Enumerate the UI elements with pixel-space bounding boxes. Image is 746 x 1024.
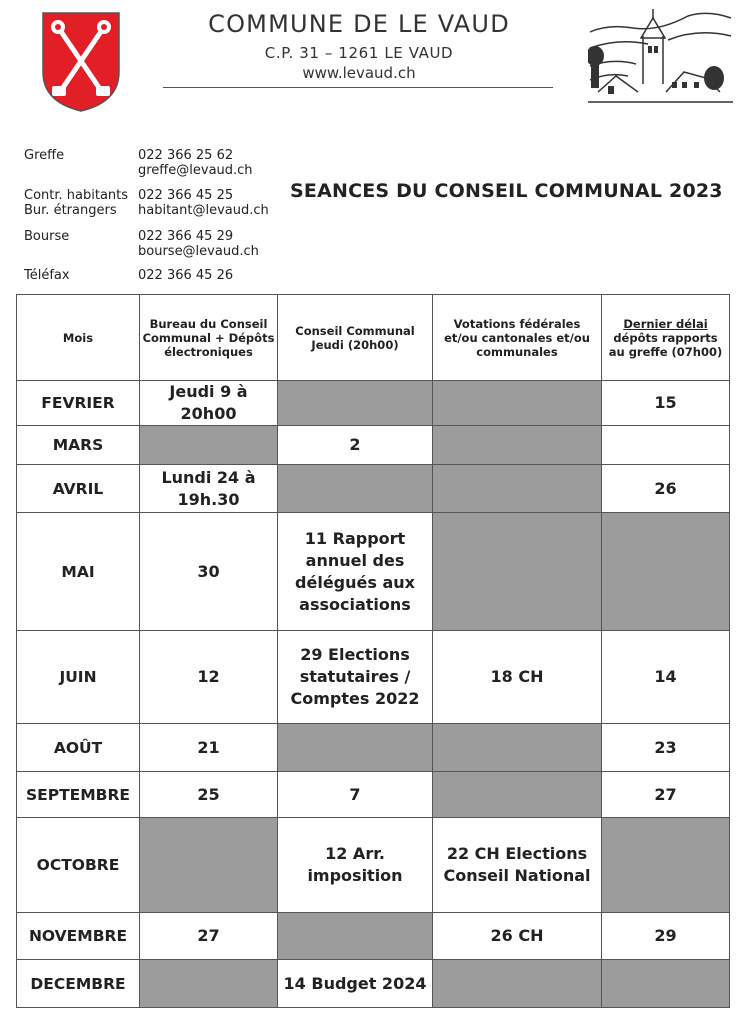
cell-conseil: 14 Budget 2024	[278, 960, 433, 1008]
cell-bureau: 21	[140, 724, 278, 772]
cell-bureau-empty	[140, 960, 278, 1008]
contact-email-greffe[interactable]: greffe@levaud.ch	[138, 163, 253, 178]
cell-votations-empty	[433, 465, 602, 513]
contact-phone-habitants: 022 366 45 25	[138, 188, 234, 203]
cell-conseil: 7	[278, 772, 433, 818]
cell-conseil-empty	[278, 381, 433, 426]
header-conseil: Conseil Communal Jeudi (20h00)	[278, 295, 433, 381]
contact-email-habitants[interactable]: habitant@levaud.ch	[138, 203, 269, 218]
header-rule	[163, 87, 553, 88]
cell-delai: 14	[602, 631, 730, 724]
header-mois: Mois	[17, 295, 140, 381]
contact-label-greffe: Greffe	[24, 148, 65, 163]
contact-phone-bourse: 022 366 45 29	[138, 229, 234, 244]
postal-address: C.P. 31 – 1261 LE VAUD	[264, 44, 454, 62]
section-title: SEANCES DU CONSEIL COMMUNAL 2023	[290, 180, 723, 202]
cell-conseil: 11 Rapport annuel des délégués aux associations	[278, 513, 433, 631]
cell-bureau: 12	[140, 631, 278, 724]
cell-bureau: Jeudi 9 à 20h00	[140, 381, 278, 426]
table-row	[17, 960, 730, 1008]
commune-name: COMMUNE DE LE VAUD	[208, 10, 510, 38]
header-delai	[602, 295, 730, 381]
cell-month: MARS	[17, 426, 140, 465]
cell-delai: 23	[602, 724, 730, 772]
cell-delai-empty	[602, 513, 730, 631]
cell-bureau: 27	[140, 913, 278, 960]
cell-month: OCTOBRE	[17, 818, 140, 913]
cell-votations: 18 CH	[433, 631, 602, 724]
table-row	[17, 381, 730, 426]
cell-delai-empty	[602, 960, 730, 1008]
cell-delai: 29	[602, 913, 730, 960]
table-row	[17, 465, 730, 513]
table-row	[17, 913, 730, 960]
cell-votations-empty	[433, 426, 602, 465]
cell-bureau: 25	[140, 772, 278, 818]
contact-label-telefax: Téléfax	[24, 268, 70, 283]
council-schedule-table	[16, 294, 730, 1008]
contact-label-habitants: Contr. habitants	[24, 188, 129, 203]
cell-month: FEVRIER	[17, 381, 140, 426]
website: www.levaud.ch	[302, 64, 416, 82]
cell-month: MAI	[17, 513, 140, 631]
contact-label-etrangers: Bur. étrangers	[24, 203, 117, 218]
contact-phone-greffe: 022 366 25 62	[138, 148, 234, 163]
table-row	[17, 818, 730, 913]
cell-month: DECEMBRE	[17, 960, 140, 1008]
cell-month: SEPTEMBRE	[17, 772, 140, 818]
table-row	[17, 426, 730, 465]
contact-label-bourse: Bourse	[24, 229, 70, 244]
village-sketch-logo	[588, 6, 733, 110]
table-header-row	[17, 295, 730, 381]
commune-crest-logo	[40, 10, 122, 114]
table-row	[17, 772, 730, 818]
cell-delai-empty	[602, 818, 730, 913]
cell-month: AVRIL	[17, 465, 140, 513]
cell-delai-empty	[602, 426, 730, 465]
cell-conseil: 2	[278, 426, 433, 465]
cell-conseil-empty	[278, 465, 433, 513]
cell-conseil: 29 Elections statutaires / Comptes 2022	[278, 631, 433, 724]
header-delai-rest: dépôts rapports au greffe (07h00)	[608, 330, 723, 359]
cell-votations-empty	[433, 724, 602, 772]
header-votations: Votations fédérales et/ou cantonales et/ou communales	[433, 295, 602, 381]
cell-votations-empty	[433, 960, 602, 1008]
cell-votations: 26 CH	[433, 913, 602, 960]
cell-bureau-empty	[140, 426, 278, 465]
cell-month: JUIN	[17, 631, 140, 724]
cell-delai: 15	[602, 381, 730, 426]
cell-delai: 26	[602, 465, 730, 513]
cell-votations: 22 CH Elections Conseil National	[433, 818, 602, 913]
cell-delai: 27	[602, 772, 730, 818]
cell-conseil: 12 Arr. imposition	[278, 818, 433, 913]
cell-bureau-empty	[140, 818, 278, 913]
cell-votations-empty	[433, 513, 602, 631]
contact-telefax-number: 022 366 45 26	[138, 268, 234, 283]
cell-month: AOÛT	[17, 724, 140, 772]
header-bureau: Bureau du Conseil Communal + Dépôts électroniques	[140, 295, 278, 381]
cell-votations-empty	[433, 772, 602, 818]
cell-bureau: 30	[140, 513, 278, 631]
cell-bureau: Lundi 24 à 19h.30	[140, 465, 278, 513]
cell-votations-empty	[433, 381, 602, 426]
table-row	[17, 724, 730, 772]
cell-conseil-empty	[278, 913, 433, 960]
cell-month: NOVEMBRE	[17, 913, 140, 960]
table-row	[17, 513, 730, 631]
table-row	[17, 631, 730, 724]
header-delai-underlined: Dernier délai	[623, 316, 708, 331]
contact-email-bourse[interactable]: bourse@levaud.ch	[138, 244, 259, 259]
cell-conseil-empty	[278, 724, 433, 772]
